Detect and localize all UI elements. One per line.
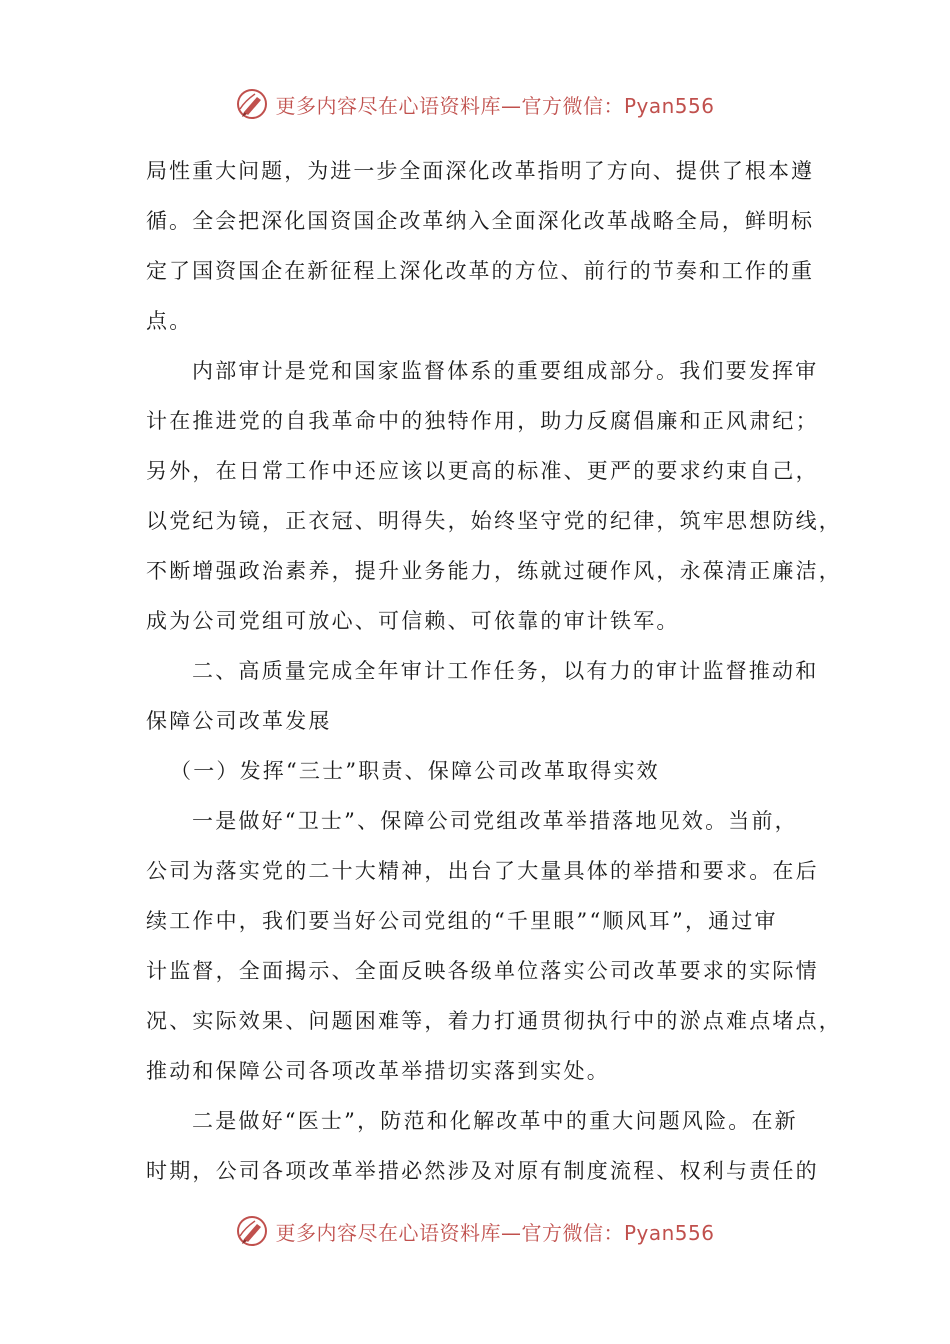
- pen-logo-icon: [235, 1214, 269, 1248]
- section-heading-cont: 保障公司改革发展: [146, 709, 332, 733]
- body-line: 另外，在日常工作中还应该以更高的标准、更严的要求约束自己，: [146, 459, 819, 483]
- body-line: 计监督，全面揭示、全面反映各级单位落实公司改革要求的实际情: [146, 959, 819, 983]
- body-line: 成为公司党组可放心、可信赖、可依靠的审计铁军。: [146, 609, 680, 633]
- body-line: 点。: [146, 309, 193, 333]
- paragraph-start-line: 一是做好“卫士”、保障公司党组改革举措落地见效。当前，: [192, 809, 798, 833]
- subsection-heading: （一）发挥“三士”职责、保障公司改革取得实效: [170, 759, 660, 783]
- pen-logo-icon: [235, 87, 269, 121]
- body-line: 以党纪为镜，正衣冠、明得失，始终坚守党的纪律，筑牢思想防线，: [146, 509, 842, 533]
- body-line: 续工作中，我们要当好公司党组的“千里眼”“顺风耳”，通过审: [146, 909, 778, 933]
- body-line: 况、实际效果、问题困难等，着力打通贯彻执行中的淤点难点堵点，: [146, 1009, 842, 1033]
- section-heading: 二、高质量完成全年审计工作任务，以有力的审计监督推动和: [192, 659, 819, 683]
- body-line: 推动和保障公司各项改革举措切实落到实处。: [146, 1059, 610, 1083]
- footer-banner-text: 更多内容尽在心语资料库—官方微信：Pyan556: [275, 1220, 715, 1245]
- body-line: 循。全会把深化国资国企改革纳入全面深化改革战略全局，鲜明标: [146, 209, 812, 233]
- body-line: 定了国资国企在新征程上深化改革的方位、前行的节奏和工作的重: [146, 259, 812, 283]
- body-line: 计在推进党的自我革命中的独特作用，助力反腐倡廉和正风肃纪；: [146, 409, 819, 433]
- paragraph-start-line: 内部审计是党和国家监督体系的重要组成部分。我们要发挥审: [192, 359, 819, 383]
- header-banner: [0, 84, 950, 124]
- header-banner-text: 更多内容尽在心语资料库—官方微信：Pyan556: [275, 93, 715, 118]
- body-line: 公司为落实党的二十大精神，出台了大量具体的举措和要求。在后: [146, 859, 819, 883]
- body-line: 时期，公司各项改革举措必然涉及对原有制度流程、权利与责任的: [146, 1159, 819, 1183]
- document-body: [146, 146, 842, 1196]
- body-line: 不断增强政治素养，提升业务能力，练就过硬作风，永葆清正廉洁，: [146, 559, 842, 583]
- paragraph-start-line: 二是做好“医士”，防范和化解改革中的重大问题风险。在新: [192, 1109, 798, 1133]
- footer-banner: [0, 1211, 950, 1251]
- body-line: 局性重大问题，为进一步全面深化改革指明了方向、提供了根本遵: [146, 159, 812, 183]
